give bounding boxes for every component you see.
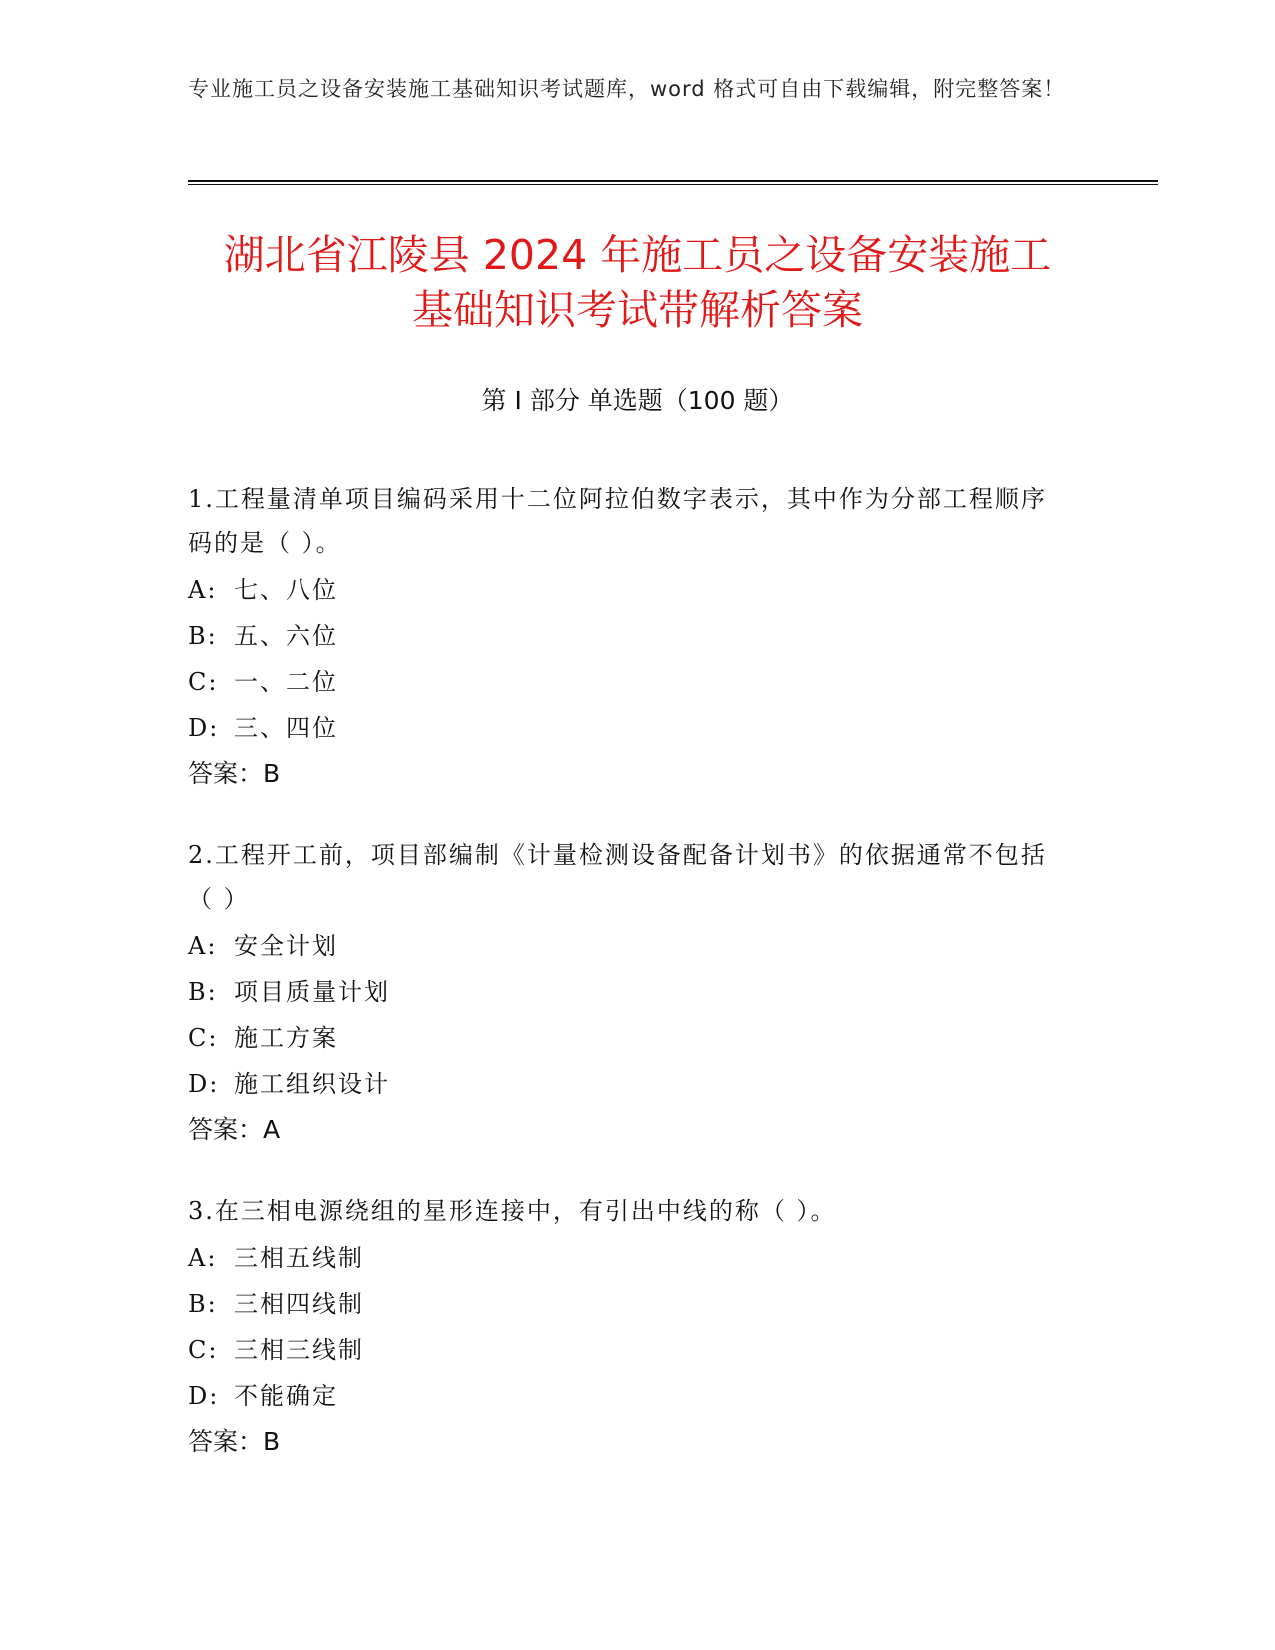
option-text: 三、四位: [234, 714, 338, 742]
option-key: D:: [188, 714, 220, 742]
option-key: D:: [188, 1070, 220, 1098]
option-key: C:: [188, 1024, 219, 1052]
document-title-line-2: 基础知识考试带解析答案: [412, 286, 863, 334]
question-stem: 1.工程量清单项目编码采用十二位阿拉伯数字表示，其中作为分部工程顺序码的是（ ）。: [188, 485, 1047, 557]
answer-line: 答案：A: [188, 1115, 281, 1144]
option-text: 五、六位: [234, 622, 338, 650]
option-key: B:: [188, 978, 218, 1006]
section-heading: 第 I 部分 单选题（100 题）: [481, 386, 794, 415]
option-text: 三相四线制: [234, 1290, 364, 1318]
option-text: 施工组织设计: [234, 1070, 390, 1098]
header-note: 专业施工员之设备安装施工基础知识考试题库，word 格式可自由下载编辑，附完整答案！: [188, 77, 1066, 101]
option-b: [188, 969, 1068, 1015]
option-key: A:: [188, 576, 218, 604]
option-d: [188, 705, 1068, 751]
option-c: [188, 1327, 1068, 1373]
option-key: C:: [188, 668, 219, 696]
option-d: [188, 1373, 1068, 1419]
question-item: [188, 1189, 1068, 1465]
option-text: 施工方案: [234, 1024, 338, 1052]
answer-line: 答案：B: [188, 759, 281, 788]
option-text: 不能确定: [234, 1382, 338, 1410]
option-a: [188, 567, 1068, 613]
option-d: [188, 1061, 1068, 1107]
option-c: [188, 659, 1068, 705]
option-key: C:: [188, 1336, 219, 1364]
option-key: B:: [188, 1290, 218, 1318]
option-text: 项目质量计划: [234, 978, 390, 1006]
option-c: [188, 1015, 1068, 1061]
option-a: [188, 923, 1068, 969]
question-stem: 3.在三相电源绕组的星形连接中，有引出中线的称（ ）。: [188, 1197, 837, 1225]
option-a: [188, 1235, 1068, 1281]
question-item: [188, 477, 1068, 797]
answer-line: 答案：B: [188, 1427, 281, 1456]
option-key: A:: [188, 932, 218, 960]
question-stem: 2.工程开工前，项目部编制《计量检测设备配备计划书》的依据通常不包括（ ）: [188, 841, 1047, 913]
option-b: [188, 613, 1068, 659]
option-text: 一、二位: [234, 668, 338, 696]
header-divider: [188, 180, 1158, 185]
option-key: A:: [188, 1244, 218, 1272]
option-key: D:: [188, 1382, 220, 1410]
question-list: [188, 477, 1068, 1501]
option-text: 三相三线制: [234, 1336, 364, 1364]
question-item: [188, 833, 1068, 1153]
option-key: B:: [188, 622, 218, 650]
document-title: [120, 228, 1155, 338]
option-b: [188, 1281, 1068, 1327]
option-text: 七、八位: [234, 576, 338, 604]
option-text: 三相五线制: [234, 1244, 364, 1272]
document-title-line-1: 湖北省江陵县 2024 年施工员之设备安装施工: [223, 231, 1052, 279]
option-text: 安全计划: [234, 932, 338, 960]
